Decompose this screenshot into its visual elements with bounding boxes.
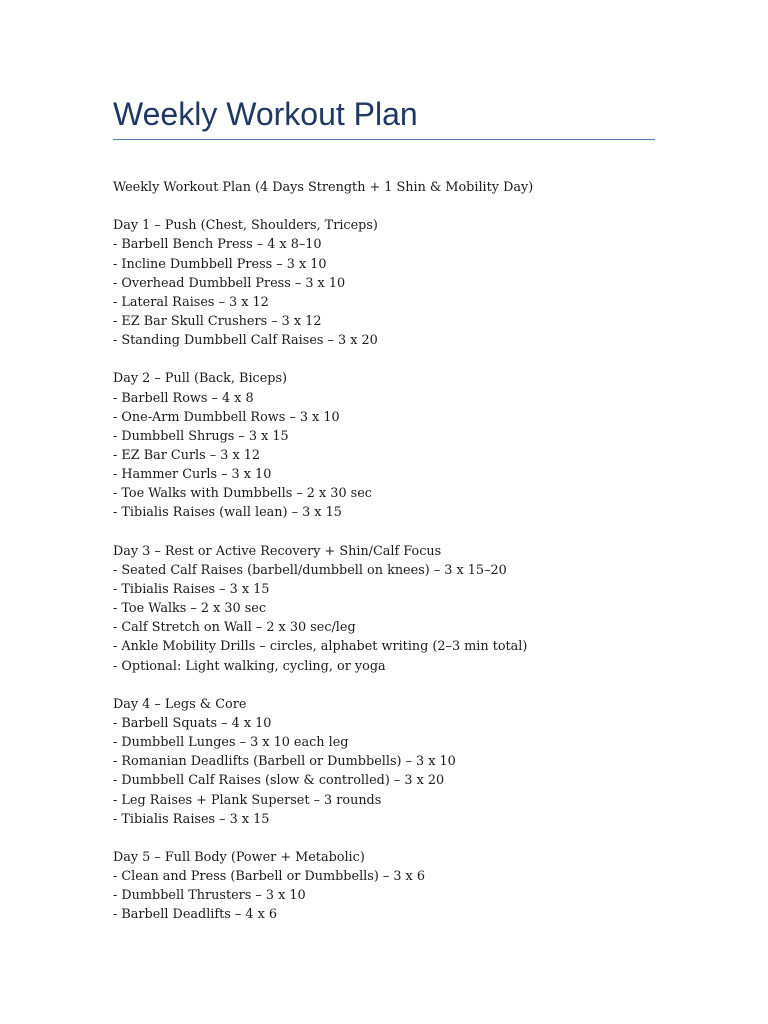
- exercise-item: - Toe Walks with Dumbbells – 2 x 30 sec: [113, 486, 372, 502]
- exercise-item: - Barbell Bench Press – 4 x 8–10: [113, 237, 322, 253]
- exercise-item: - Dumbbell Lunges – 3 x 10 each leg: [113, 735, 349, 751]
- document-body: [113, 178, 673, 924]
- exercise-item: - Toe Walks – 2 x 30 sec: [113, 601, 267, 617]
- day-heading: Day 2 – Pull (Back, Biceps): [113, 371, 288, 387]
- exercise-item: - Clean and Press (Barbell or Dumbbells) – 3 x 6: [113, 869, 425, 885]
- paragraph-gap: [113, 676, 673, 695]
- day-heading: Day 3 – Rest or Active Recovery + Shin/Calf Focus: [113, 543, 442, 559]
- intro-line: Weekly Workout Plan (4 Days Strength + 1 Shin & Mobility Day): [113, 180, 534, 195]
- exercise-item: - Leg Raises + Plank Superset – 3 rounds: [113, 792, 382, 808]
- exercise-item: - EZ Bar Curls – 3 x 12: [113, 447, 261, 463]
- exercise-item: - Overhead Dumbbell Press – 3 x 10: [113, 275, 346, 291]
- day-heading: Day 5 – Full Body (Power + Metabolic): [113, 849, 365, 865]
- paragraph-gap: [113, 350, 673, 369]
- day-heading: Day 4 – Legs & Core: [113, 696, 247, 712]
- exercise-item: - One-Arm Dumbbell Rows – 3 x 10: [113, 409, 340, 425]
- exercise-item: - Barbell Rows – 4 x 8: [113, 390, 254, 406]
- exercise-item: - Incline Dumbbell Press – 3 x 10: [113, 256, 327, 272]
- exercise-item: - Romanian Deadlifts (Barbell or Dumbbells) – 3 x 10: [113, 754, 456, 770]
- paragraph-gap: [113, 829, 673, 848]
- exercise-item: - Seated Calf Raises (barbell/dumbbell on knees) – 3 x 15–20: [113, 562, 507, 578]
- exercise-item: - Dumbbell Thrusters – 3 x 10: [113, 888, 306, 904]
- exercise-item: - Standing Dumbbell Calf Raises – 3 x 20: [113, 333, 378, 349]
- exercise-item: - Barbell Squats – 4 x 10: [113, 715, 272, 731]
- exercise-item: - Tibialis Raises – 3 x 15: [113, 811, 270, 827]
- paragraph-gap: [113, 523, 673, 542]
- paragraph-gap: [113, 197, 673, 216]
- exercise-item: - Optional: Light walking, cycling, or yoga: [113, 658, 386, 674]
- exercise-item: - Hammer Curls – 3 x 10: [113, 467, 272, 483]
- exercise-item: - Dumbbell Shrugs – 3 x 15: [113, 428, 289, 444]
- exercise-item: - Tibialis Raises (wall lean) – 3 x 15: [113, 505, 342, 521]
- exercise-item: - Barbell Deadlifts – 4 x 6: [113, 907, 278, 923]
- page-title: Weekly Workout Plan: [113, 96, 418, 132]
- exercise-item: - Ankle Mobility Drills – circles, alphabet writing (2–3 min total): [113, 639, 528, 655]
- exercise-item: - EZ Bar Skull Crushers – 3 x 12: [113, 313, 322, 329]
- day-heading: Day 1 – Push (Chest, Shoulders, Triceps): [113, 218, 378, 234]
- exercise-item: - Calf Stretch on Wall – 2 x 30 sec/leg: [113, 620, 356, 636]
- exercise-item: - Lateral Raises – 3 x 12: [113, 294, 269, 310]
- exercise-item: - Tibialis Raises – 3 x 15: [113, 581, 270, 597]
- exercise-item: - Dumbbell Calf Raises (slow & controlled) – 3 x 20: [113, 773, 445, 789]
- title-underline: [113, 139, 655, 140]
